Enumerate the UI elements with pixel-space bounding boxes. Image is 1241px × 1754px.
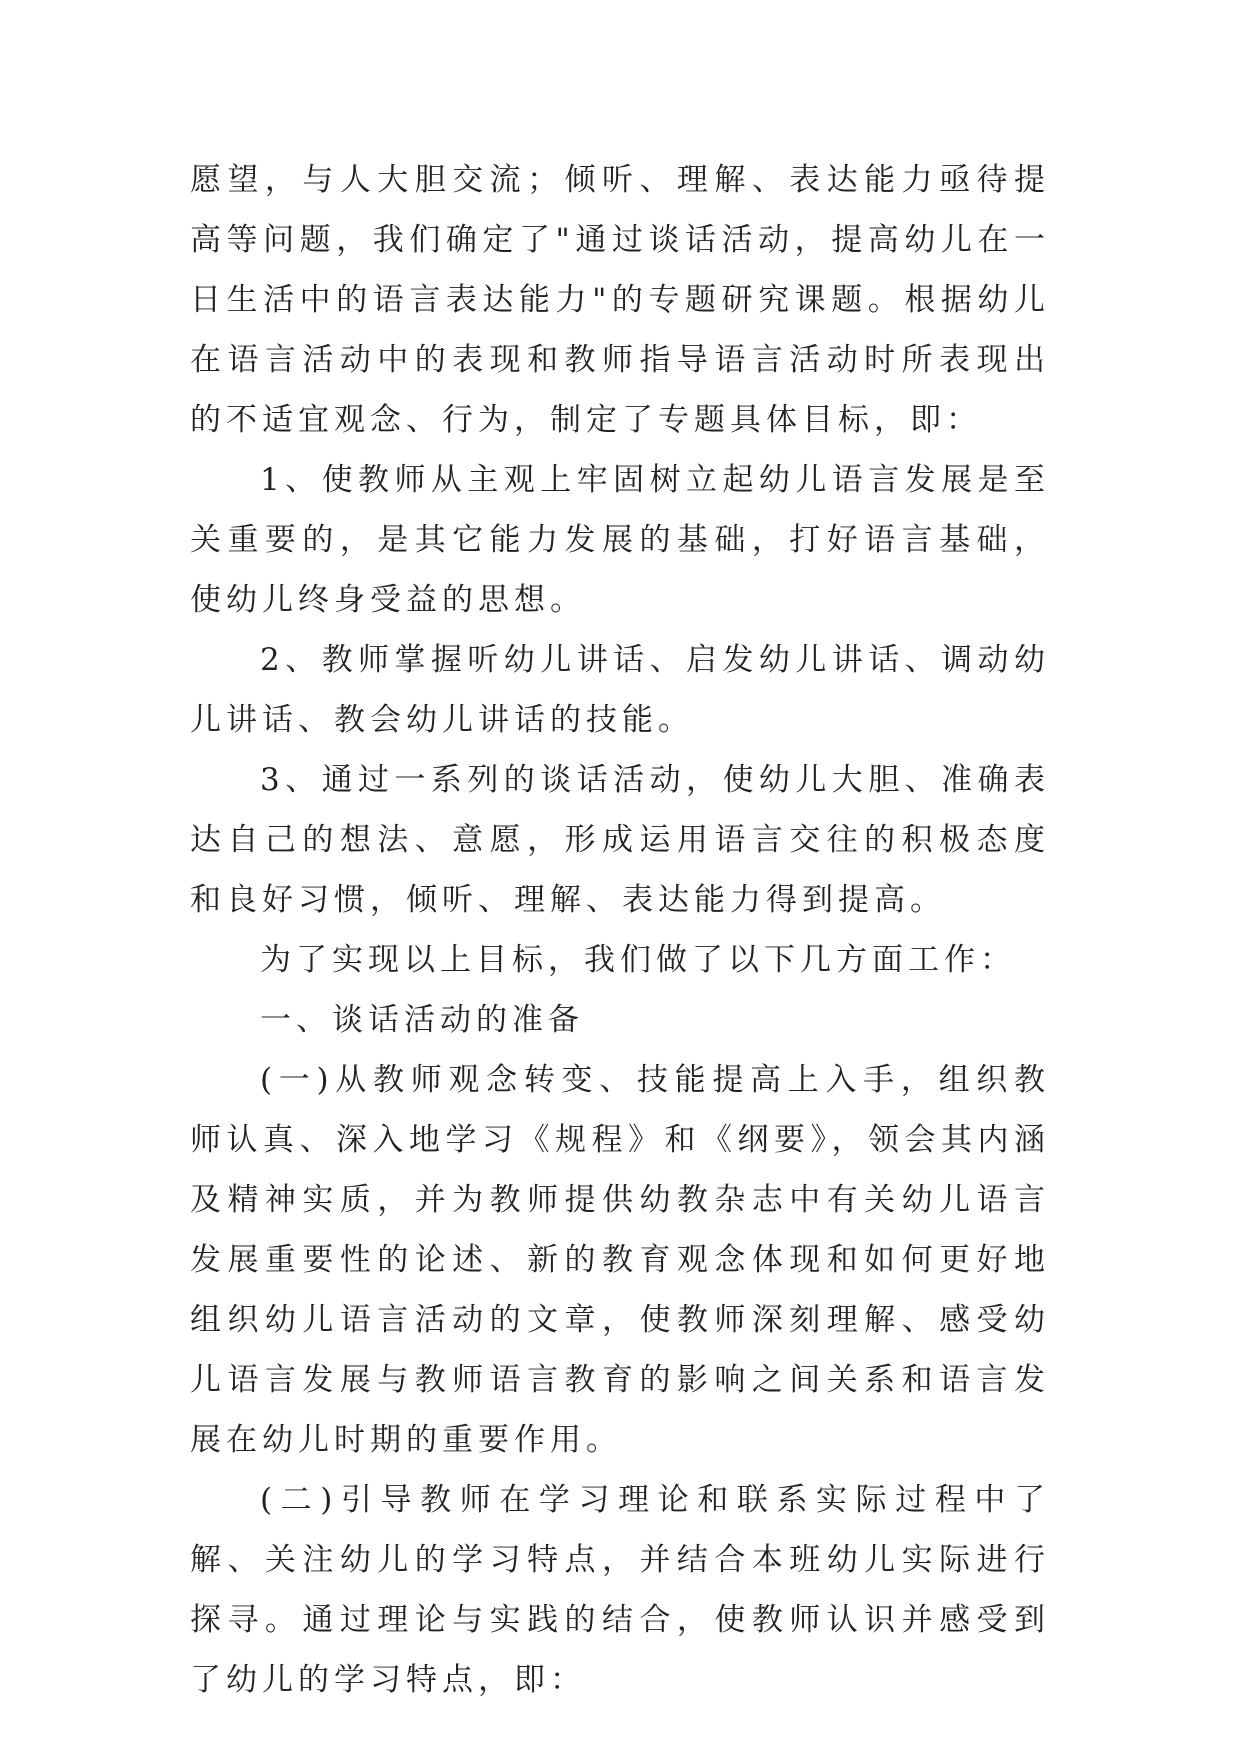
paragraph-goal-3: 3、通过一系列的谈话活动，使幼儿大胆、准确表达自己的想法、意愿，形成运用语言交往的积极态度和良好习惯，倾听、理解、表达能力得到提高。 xyxy=(190,762,1050,918)
document-body xyxy=(190,150,1050,1710)
paragraph-section-1: (一)从教师观念转变、技能提高上入手，组织教师认真、深入地学习《规程》和《纲要》，领会其内涵及精神实质，并为教师提供幼教杂志中有关幼儿语言发展重要性的论述、新的教育观念体现和如何更好地组织幼儿语言活动的文章，使教师深刻理解、感受幼儿语言发展与教师语言教育的影响之间关系和语言发展在幼儿时期的重要作用。 xyxy=(190,1062,1050,1458)
paragraph-work-intro: 为了实现以上目标，我们做了以下几方面工作： xyxy=(260,942,1016,978)
paragraph-intro: 愿望，与人大胆交流；倾听、理解、表达能力亟待提高等问题，我们确定了"通过谈话活动，提高幼儿在一日生活中的语言表达能力"的专题研究课题。根据幼儿在语言活动中的表现和教师指导语言活动时所表现出的不适宜观念、行为，制定了专题具体目标，即： xyxy=(190,162,1050,438)
paragraph-goal-1: 1、使教师从主观上牢固树立起幼儿语言发展是至关重要的，是其它能力发展的基础，打好语言基础，使幼儿终身受益的思想。 xyxy=(190,462,1050,618)
paragraph-section-2: (二)引导教师在学习理论和联系实际过程中了解、关注幼儿的学习特点，并结合本班幼儿实际进行探寻。通过理论与实践的结合，使教师认识并感受到了幼儿的学习特点，即： xyxy=(190,1482,1050,1698)
section-heading: 一、谈话活动的准备 xyxy=(260,1002,584,1038)
paragraph-goal-2: 2、教师掌握听幼儿讲话、启发幼儿讲话、调动幼儿讲话、教会幼儿讲话的技能。 xyxy=(190,642,1050,738)
